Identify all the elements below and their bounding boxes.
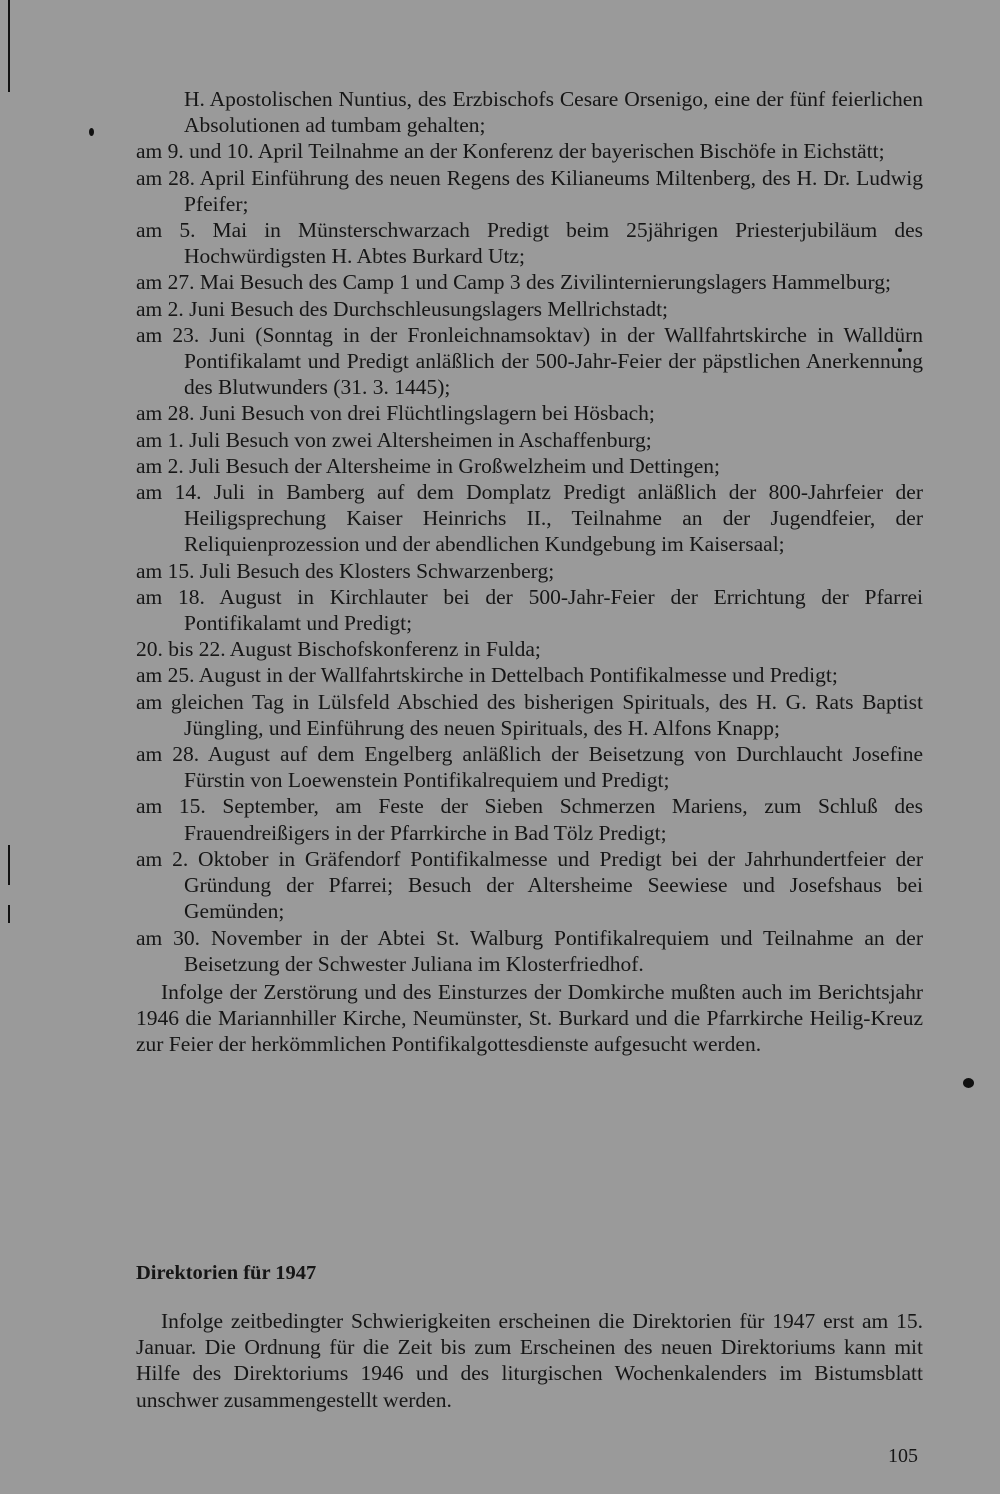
list-item: am 15. September, am Feste der Sieben Schmerzen Mariens, zum Schluß des Frauendreißigers in der Pfarrkirche in Bad Tölz Predigt; — [136, 794, 923, 845]
entry-list — [136, 86, 923, 1058]
list-item: am 18. August in Kirchlauter bei der 500-Jahr-Feier der Errichtung der Pfarrei Pontifikalamt und Predigt; — [136, 584, 923, 636]
list-item: am 5. Mai in Münsterschwarzach Predigt beim 25jährigen Priesterjubiläum des Hochwürdigsten H. Abtes Burkard Utz; — [136, 218, 923, 269]
scan-dot-right — [963, 1078, 974, 1088]
list-item: am 25. August in der Wallfahrtskirche in Dettelbach Pontifikalmesse und Predigt; — [136, 663, 838, 688]
list-item: H. Apostolischen Nuntius, des Erzbischofs Cesare Orsenigo, eine der fünf feierlichen Absolutionen ad tumbam gehalten; — [184, 87, 923, 138]
list-item: am 30. November in der Abtei St. Walburg Pontifikalrequiem und Teilnahme an der Beisetzung der Schwester Juliana im Klosterfriedhof. — [136, 925, 923, 976]
scan-mark-left-low — [8, 905, 10, 923]
list-item: am 1. Juli Besuch von zwei Altersheimen in Aschaffenburg; — [136, 427, 652, 452]
list-item: 20. bis 22. August Bischofskonferenz in Fulda; — [136, 637, 541, 662]
body-paragraph: Infolge der Zerstörung und des Einsturzes der Domkirche mußten auch im Berichtsjahr 1946 die Mariannhiller Kirche, Neumünster, St. Burkard und die Pfarrkirche Heilig-Kreuz zur Feier der herkömmlichen Pontifikalgottesdienste aufgesucht werden. — [136, 979, 923, 1057]
section-heading: Direktorien für 1947 — [136, 1262, 317, 1284]
body-paragraph: Infolge zeitbedingter Schwierigkeiten erscheinen die Direktorien für 1947 erst am 15. Januar. Die Ordnung für die Zeit bis zum Erscheinen des neuen Direktoriums kann mit Hilfe des Direktoriums 1946 und des liturgischen Wochenkalenders im Bistumsblatt unschwer zusammengestellt werden. — [136, 1309, 923, 1412]
list-item: am 2. Juli Besuch der Altersheime in Großwelzheim und Dettingen; — [136, 453, 720, 478]
list-item: am 23. Juni (Sonntag in der Fronleichnamsoktav) in der Wallfahrtskirche in Walldürn Pontifikalamt und Predigt anläßlich der 500-Jahr-Feier der päpstlichen Anerkennung des Blutwunders (31. 3. 1445); — [136, 322, 923, 400]
list-item: am 15. Juli Besuch des Klosters Schwarzenberg; — [136, 558, 555, 583]
scan-mark-left-top — [8, 0, 10, 92]
list-item: am 28. August auf dem Engelberg anläßlich der Beisetzung von Durchlaucht Josefine Fürstin von Loewenstein Pontifikalrequiem und Predigt; — [136, 742, 923, 793]
list-item: am gleichen Tag in Lülsfeld Abschied des bisherigen Spirituals, des H. G. Rats Baptist Jüngling, und Einführung des neuen Spirituals, des H. Alfons Knapp; — [136, 689, 923, 740]
scan-dot-left — [89, 128, 94, 136]
list-item: am 2. Juni Besuch des Durchschleusungslagers Mellrichstadt; — [136, 296, 669, 321]
scan-mark-left-mid — [8, 845, 10, 885]
list-item: am 2. Oktober in Gräfendorf Pontifikalmesse und Predigt bei der Jahrhundertfeier der Gründung der Pfarrei; Besuch der Altersheime Seewiese und Josefshaus bei Gemünden; — [136, 846, 923, 924]
list-item: am 28. Juni Besuch von drei Flüchtlingslagern bei Hösbach; — [136, 401, 655, 426]
page-number: 105 — [888, 1445, 918, 1467]
list-item: am 9. und 10. April Teilnahme an der Konferenz der bayerischen Bischöfe in Eichstätt; — [136, 139, 885, 164]
list-item: am 28. April Einführung des neuen Regens des Kilianeums Miltenberg, des H. Dr. Ludwig Pfeifer; — [136, 165, 923, 216]
list-item: am 27. Mai Besuch des Camp 1 und Camp 3 des Zivilinternierungslagers Hammelburg; — [136, 270, 891, 295]
list-item: am 14. Juli in Bamberg auf dem Domplatz Predigt anläßlich der 800-Jahrfeier der Heiligsprechung Kaiser Heinrichs II., Teilnahme an der Jugendfeier, der Reliquienprozession und der abendlichen Kundgebung im Kaisersaal; — [136, 480, 923, 557]
